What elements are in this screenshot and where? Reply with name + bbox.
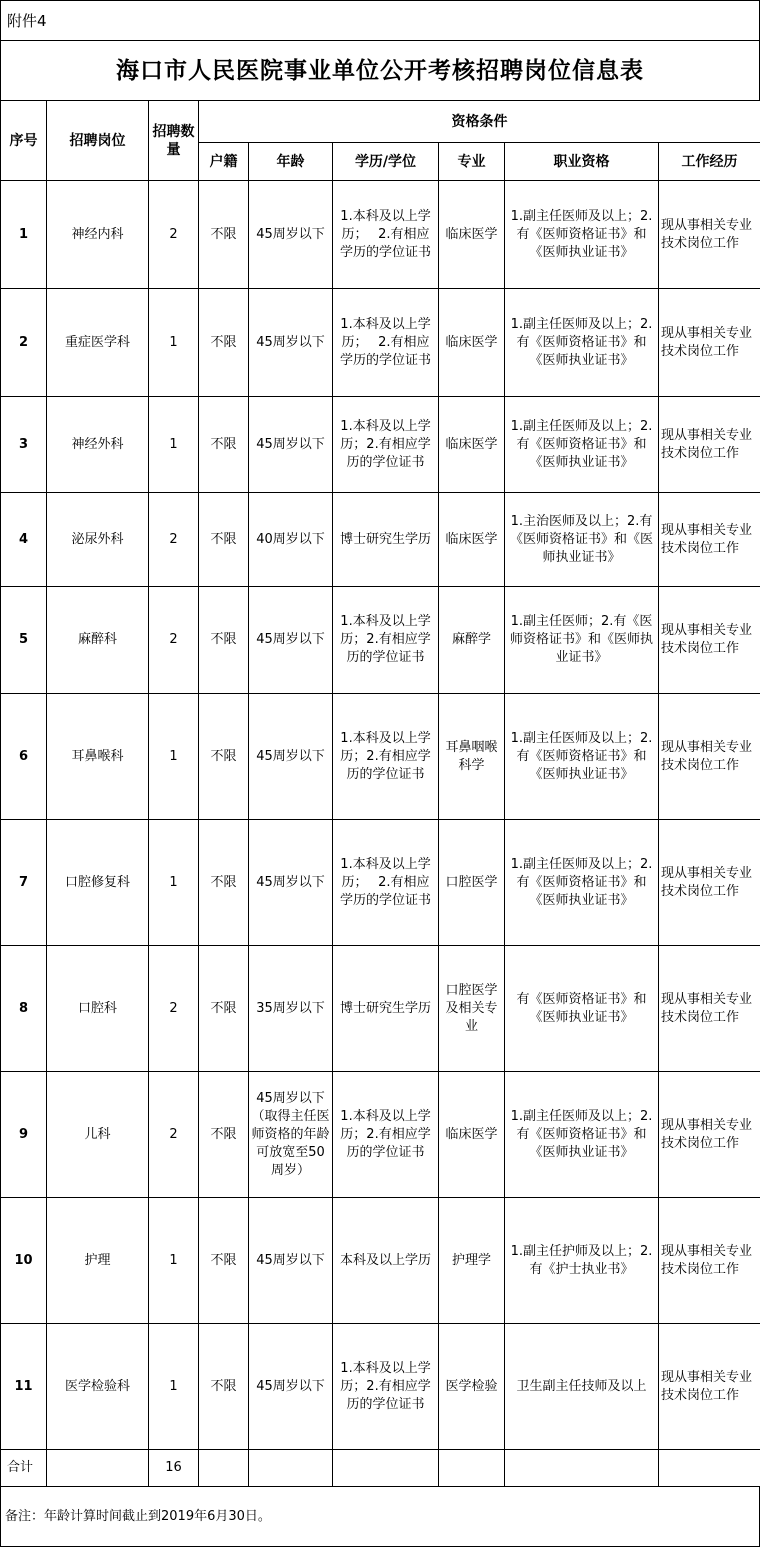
cell-position: 口腔修复科 [47, 820, 149, 946]
cell-count: 2 [149, 1072, 199, 1198]
cell-age: 35周岁以下 [249, 946, 333, 1072]
cell-age: 45周岁以下 [249, 181, 333, 289]
header-education: 学历/学位 [333, 143, 439, 181]
cell-position: 医学检验科 [47, 1324, 149, 1450]
cell-education: 1.本科及以上学历； 2.有相应学历的学位证书 [333, 181, 439, 289]
cell-seq: 2 [1, 289, 47, 397]
cell-seq: 9 [1, 1072, 47, 1198]
table-row [1, 587, 760, 694]
cell-professional: 1.副主任医师及以上；2.有《医师资格证书》和《医师执业证书》 [505, 289, 659, 397]
cell-major: 临床医学 [439, 1072, 505, 1198]
cell-count: 1 [149, 694, 199, 820]
table-row [1, 820, 760, 946]
cell-empty [333, 1450, 439, 1487]
total-count: 16 [149, 1450, 199, 1487]
cell-hukou: 不限 [199, 1198, 249, 1324]
cell-experience: 现从事相关专业技术岗位工作 [659, 397, 760, 493]
cell-experience: 现从事相关专业技术岗位工作 [659, 1198, 760, 1324]
cell-position: 麻醉科 [47, 587, 149, 694]
header-position: 招聘岗位 [47, 101, 149, 181]
cell-education: 1.本科及以上学历；2.有相应学历的学位证书 [333, 694, 439, 820]
cell-experience: 现从事相关专业技术岗位工作 [659, 587, 760, 694]
table-row [1, 493, 760, 587]
cell-hukou: 不限 [199, 493, 249, 587]
cell-seq: 7 [1, 820, 47, 946]
cell-empty [199, 1450, 249, 1487]
cell-age: 45周岁以下 [249, 289, 333, 397]
header-qualifications: 资格条件 [199, 101, 760, 143]
cell-major: 临床医学 [439, 493, 505, 587]
cell-count: 2 [149, 946, 199, 1072]
table-row [1, 181, 760, 289]
cell-experience: 现从事相关专业技术岗位工作 [659, 946, 760, 1072]
cell-position: 口腔科 [47, 946, 149, 1072]
header-major: 专业 [439, 143, 505, 181]
header-seq: 序号 [1, 101, 47, 181]
table-row [1, 289, 760, 397]
cell-professional: 1.副主任医师及以上；2.有《医师资格证书》和《医师执业证书》 [505, 820, 659, 946]
cell-hukou: 不限 [199, 694, 249, 820]
cell-major: 临床医学 [439, 397, 505, 493]
page-title: 海口市人民医院事业单位公开考核招聘岗位信息表 [0, 40, 760, 100]
cell-count: 1 [149, 289, 199, 397]
cell-professional: 卫生副主任技师及以上 [505, 1324, 659, 1450]
header-hukou: 户籍 [199, 143, 249, 181]
cell-age: 45周岁以下 [249, 820, 333, 946]
cell-education: 1.本科及以上学历；2.有相应学历的学位证书 [333, 397, 439, 493]
cell-count: 1 [149, 820, 199, 946]
cell-age: 45周岁以下（取得主任医师资格的年龄可放宽至50周岁） [249, 1072, 333, 1198]
cell-experience: 现从事相关专业技术岗位工作 [659, 1072, 760, 1198]
header-count: 招聘数量 [149, 101, 199, 181]
cell-position: 重症医学科 [47, 289, 149, 397]
cell-major: 口腔医学及相关专业 [439, 946, 505, 1072]
cell-major: 护理学 [439, 1198, 505, 1324]
cell-experience: 现从事相关专业技术岗位工作 [659, 289, 760, 397]
cell-empty [659, 1450, 760, 1487]
cell-professional: 1.副主任医师及以上；2.有《医师资格证书》和《医师执业证书》 [505, 397, 659, 493]
cell-position: 神经外科 [47, 397, 149, 493]
table-row [1, 1072, 760, 1198]
cell-major: 口腔医学 [439, 820, 505, 946]
cell-major: 耳鼻咽喉科学 [439, 694, 505, 820]
cell-major: 医学检验 [439, 1324, 505, 1450]
cell-seq: 10 [1, 1198, 47, 1324]
attachment-label: 附件4 [0, 0, 760, 40]
table-row [1, 1324, 760, 1450]
cell-hukou: 不限 [199, 1324, 249, 1450]
footnote: 备注：年龄计算时间截止到2019年6月30日。 [0, 1487, 760, 1547]
cell-age: 45周岁以下 [249, 1198, 333, 1324]
cell-position: 儿科 [47, 1072, 149, 1198]
cell-professional: 1.主治医师及以上；2.有《医师资格证书》和《医师执业证书》 [505, 493, 659, 587]
cell-hukou: 不限 [199, 587, 249, 694]
cell-education: 1.本科及以上学历；2.有相应学历的学位证书 [333, 1324, 439, 1450]
cell-professional: 1.副主任医师及以上；2.有《医师资格证书》和《医师执业证书》 [505, 181, 659, 289]
cell-education: 1.本科及以上学历； 2.有相应学历的学位证书 [333, 289, 439, 397]
cell-major: 临床医学 [439, 181, 505, 289]
cell-seq: 6 [1, 694, 47, 820]
cell-seq: 8 [1, 946, 47, 1072]
cell-experience: 现从事相关专业技术岗位工作 [659, 820, 760, 946]
cell-age: 40周岁以下 [249, 493, 333, 587]
cell-experience: 现从事相关专业技术岗位工作 [659, 493, 760, 587]
cell-education: 1.本科及以上学历；2.有相应学历的学位证书 [333, 587, 439, 694]
header-professional: 职业资格 [505, 143, 659, 181]
cell-age: 45周岁以下 [249, 397, 333, 493]
cell-hukou: 不限 [199, 820, 249, 946]
cell-major: 麻醉学 [439, 587, 505, 694]
cell-professional: 1.副主任护师及以上；2.有《护士执业书》 [505, 1198, 659, 1324]
table-row [1, 397, 760, 493]
cell-experience: 现从事相关专业技术岗位工作 [659, 181, 760, 289]
table-row [1, 1198, 760, 1324]
header-experience: 工作经历 [659, 143, 760, 181]
cell-education: 博士研究生学历 [333, 493, 439, 587]
cell-seq: 5 [1, 587, 47, 694]
total-label: 合计 [1, 1450, 47, 1487]
cell-count: 2 [149, 493, 199, 587]
recruitment-table [0, 100, 760, 1487]
header-age: 年龄 [249, 143, 333, 181]
cell-position: 耳鼻喉科 [47, 694, 149, 820]
cell-age: 45周岁以下 [249, 587, 333, 694]
cell-count: 1 [149, 397, 199, 493]
cell-age: 45周岁以下 [249, 1324, 333, 1450]
cell-count: 1 [149, 1324, 199, 1450]
cell-position: 泌尿外科 [47, 493, 149, 587]
cell-education: 1.本科及以上学历； 2.有相应学历的学位证书 [333, 820, 439, 946]
cell-empty [249, 1450, 333, 1487]
cell-professional: 1.副主任医师及以上；2.有《医师资格证书》和《医师执业证书》 [505, 1072, 659, 1198]
cell-hukou: 不限 [199, 397, 249, 493]
cell-professional: 有《医师资格证书》和《医师执业证书》 [505, 946, 659, 1072]
cell-professional: 1.副主任医师；2.有《医师资格证书》和《医师执业证书》 [505, 587, 659, 694]
cell-education: 博士研究生学历 [333, 946, 439, 1072]
cell-seq: 1 [1, 181, 47, 289]
cell-position: 护理 [47, 1198, 149, 1324]
cell-count: 2 [149, 587, 199, 694]
cell-empty [505, 1450, 659, 1487]
cell-count: 1 [149, 1198, 199, 1324]
cell-experience: 现从事相关专业技术岗位工作 [659, 694, 760, 820]
cell-position: 神经内科 [47, 181, 149, 289]
cell-experience: 现从事相关专业技术岗位工作 [659, 1324, 760, 1450]
cell-age: 45周岁以下 [249, 694, 333, 820]
cell-hukou: 不限 [199, 181, 249, 289]
cell-education: 本科及以上学历 [333, 1198, 439, 1324]
cell-education: 1.本科及以上学历；2.有相应学历的学位证书 [333, 1072, 439, 1198]
cell-professional: 1.副主任医师及以上；2.有《医师资格证书》和《医师执业证书》 [505, 694, 659, 820]
cell-seq: 3 [1, 397, 47, 493]
cell-empty [47, 1450, 149, 1487]
table-row [1, 694, 760, 820]
table-row [1, 946, 760, 1072]
total-row [1, 1450, 760, 1487]
cell-seq: 11 [1, 1324, 47, 1450]
cell-major: 临床医学 [439, 289, 505, 397]
cell-hukou: 不限 [199, 946, 249, 1072]
cell-count: 2 [149, 181, 199, 289]
cell-hukou: 不限 [199, 289, 249, 397]
cell-seq: 4 [1, 493, 47, 587]
cell-empty [439, 1450, 505, 1487]
cell-hukou: 不限 [199, 1072, 249, 1198]
